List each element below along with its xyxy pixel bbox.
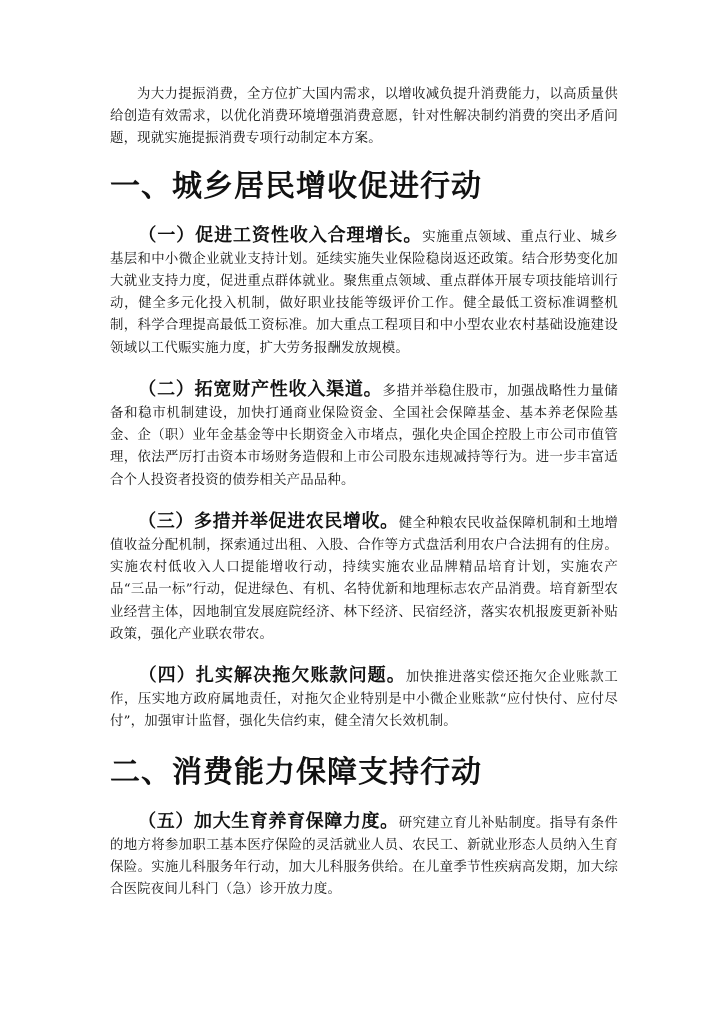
item-5 [110, 811, 618, 902]
item-4-body: 加快推进落实偿还拖欠企业账款工作，压实地方政府属地责任，对拖欠企业特别是中小微企业账款“应付快付、应付尽付”，加强审计监督，强化失信约束，健全清欠长效机制。 [110, 670, 619, 730]
item-3-lead: （三）多措并举促进农民增收。 [138, 510, 399, 532]
item-2-body: 多措并举稳住股市，加强战略性力量储备和稳市机制建设，加快打通商业保险资金、全国社会保障基金、基本养老保险基金、企（职）业年金基金等中长期资金入市堵点，强化央企国企控股上市公司市值管理，依法严厉打击资本市场财务造假和上市公司股东违规减持等行为。进一步丰富适合个人投资者投资的债券相关产品品种。 [110, 383, 619, 488]
item-4-lead: （四）扎实解决拖欠账款问题。 [138, 665, 406, 687]
item-3-body: 健全种粮农民收益保障机制和土地增值收益分配机制，探索通过出租、入股、合作等方式盘活利用农户合法拥有的住房。实施农村低收入人口提能增收行动，持续实施农业品牌精品培育计划，实施农产品“三品一标”行动，促进绿色、有机、名特优新和地理标志农产品消费。培育新型农业经营主体，因地制宜发展庭院经济、林下经济、民宿经济，落实农机报废更新补贴政策，强化产业联农带农。 [110, 515, 619, 642]
item-3 [110, 511, 618, 646]
item-5-body: 研究建立育儿补贴制度。指导有条件的地方将参加职工基本医疗保险的灵活就业人员、农民工、新就业形态人员纳入生育保险。实施儿科服务年行动，加大儿科服务供给。在儿童季节性疾病高发期，加大综合医院夜间儿科门（急）诊开放力度。 [110, 815, 619, 898]
section-1-title: 一、城乡居民增收促进行动 [110, 168, 482, 204]
intro-paragraph: 为大力提振消费，全方位扩大国内需求，以增收减负提升消费能力，以高质量供给创造有效需求，以优化消费环境增强消费意愿，针对性解决制约消费的突出矛盾问题，现就实施提振消费专项行动制定本方案。 [110, 87, 618, 147]
item-2-lead: （二）拓宽财产性收入渠道。 [138, 378, 383, 400]
item-1 [110, 225, 618, 360]
document-page [110, 84, 618, 920]
item-1-lead: （一）促进工资性收入合理增长。 [138, 224, 423, 246]
item-4 [110, 665, 618, 734]
item-1-body: 实施重点领域、重点行业、城乡基层和中小微企业就业支持计划。延续实施失业保险稳岗返还政策。结合形势变化加大就业支持力度，促进重点群体就业。聚焦重点领域、重点群体开展专项技能培训行动，健全多元化投入机制，做好职业技能等级评价工作。健全最低工资标准调整机制，科学合理提高最低工资标准。加大重点工程项目和中小型农业农村基础设施建设领域以工代赈实施力度，扩大劳务报酬发放规模。 [110, 229, 618, 356]
section-2-title: 二、消费能力保障支持行动 [110, 754, 482, 790]
item-2 [110, 379, 618, 492]
item-5-lead: （五）加大生育养育保障力度。 [138, 810, 399, 832]
